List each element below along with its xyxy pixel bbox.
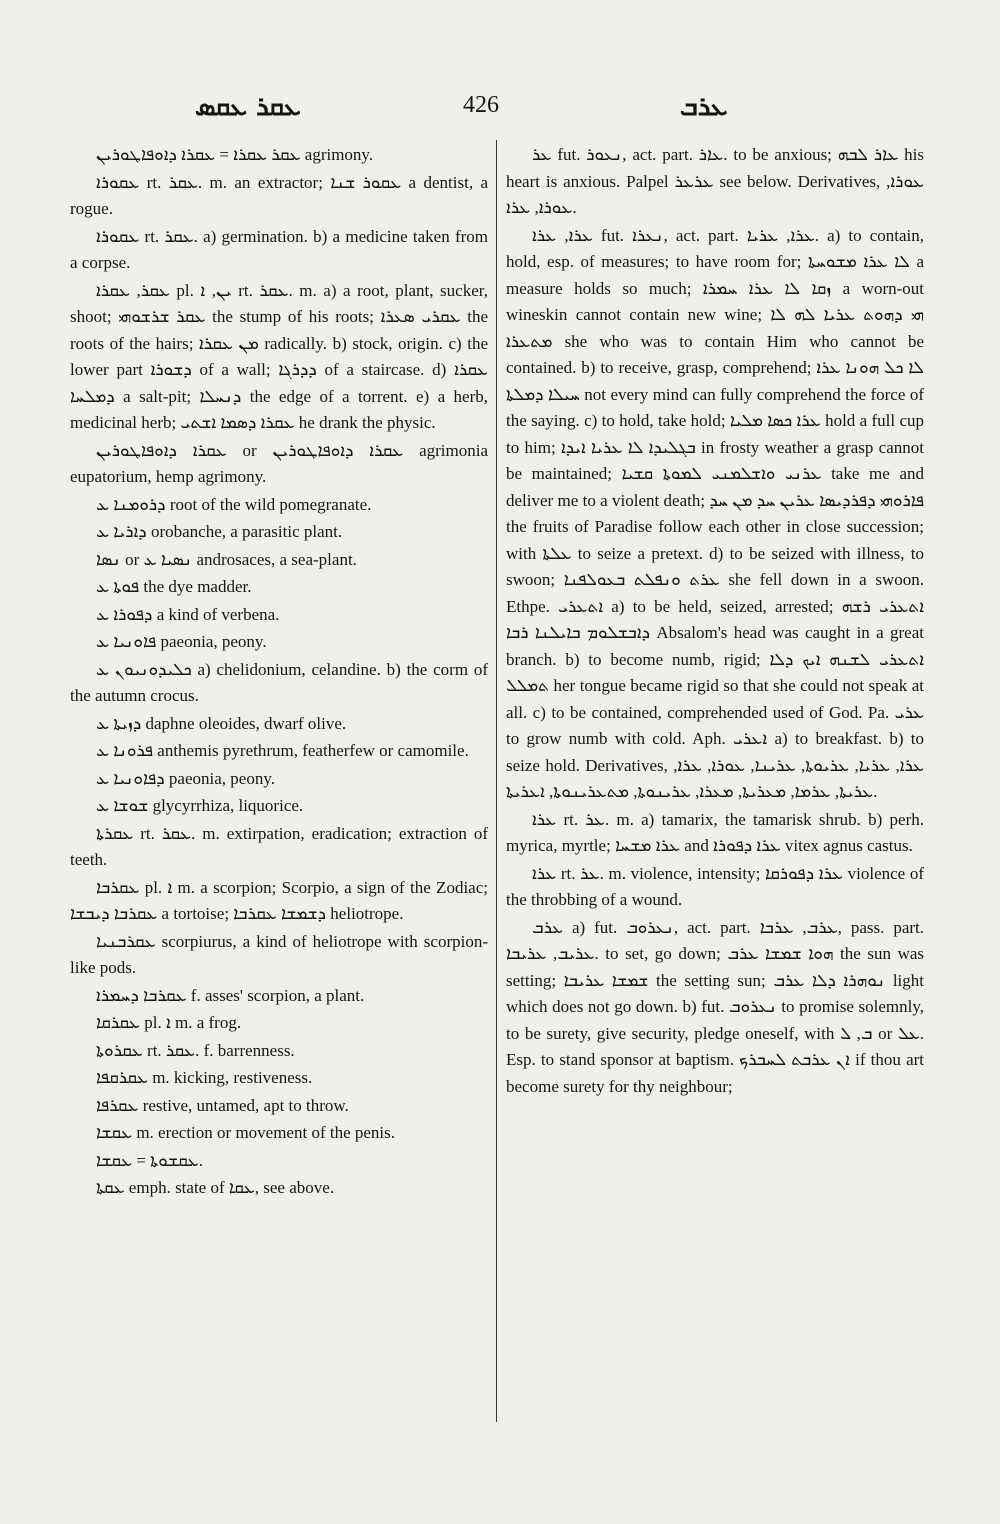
column-divider	[496, 140, 497, 1422]
entry: ܥܪܐ, ܥܪܐ fut. ܢܥܪܐ, act. part. ܥܪܐ, ܥܪܝܐ. a) to contain, hold, esp. of measures; to have room for; ܠܐ ܥܪܐ ܡܫܘܚܬܐ a measure holds so much; ܙܩܐ ܠܐ ܥܪܐ ܚܡܪܐ a worn-out wineskin cannot contain new wine; ܗܝ ܕܗܘܬ ܥܪܝܐ ܠܗ ܠܐ ܡܬܥܪܐ she who was to contain Him who cannot be contained. b) to receive, grasp, comprehend; ܠܐ ܟܠ ܗܘܢܐ ܥܪܐ ܚܝܠܐ ܕܡܠܬܐ not every mind can fully comprehend the force of the saying. c) to hold, take hold; ܥܪܐ ܟܣܐ ܡܠܝܐ hold a full cup to him; ܒܓܠܝܕܐ ܠܐ ܥܪܝܐ ܐܝܕܐ in frosty weather a grasp cannot be maintained; ܥܪܢܝ ܘܐܫܠܡܢܝ ܠܡܘܬܐ ܩܫܝܐ take me and deliver me to a violent death; ܦܐܪܘܗܝ ܕܦܪܕܝܣܐ ܥܪܝܢ ܚܕ ܡܢ ܚܕ the fruits of Paradise follow each other in close succession; with ܥܠܬܐ to seize a pretext. d) to be seized with illness, to swoon; ܥܪܬ ܘܢܦܠܬ ܒܥܘܠܦܢܐ she fell down in a swoon. Ethpe. ܐܬܥܪܝ a) to be held, seized, arrested; ܐܬܥܪܝ ܪܫܗ ܕܐܒܫܠܘܡ ܒܐܝܠܢܐ ܪܒܐ Absalom's head was caught in a great branch. b) to become numb, rigid; ܐܬܥܪܝ ܠܫܢܗ ܐܝܟ ܕܠܐ ܬܡܠܠ her tongue became rigid so that she could not speak at all. c) to be contained, comprehended used of God. Pa. ܥܪܝ to grow numb with cold. Aph. ܐܥܪܝ a) to breakfast. b) to seize hold. Derivatives, ܥܪܐ, ܥܪܝܐ, ܥܪܝܘܬܐ, ܥܪܝܢܐ, ܥܘܪܐ, ܥܪܐ, ܥܪܝܬܐ, ܥܪܡܐ, ܡܥܪܝܬܐ, ܡܥܪܐ, ܥܪܝܢܘܬܐ, ܡܬܥܪܝܢܘܬܐ, ܐܥܪܝܬܐ.	[506, 225, 925, 801]
entry: ܥܩܘܪܐ rt. ܥܩܪ. m. an extractor; ܥܩܘܪ ܫܢܐ a dentist, a rogue.	[70, 172, 488, 218]
entry: ܥܪܐ rt. ܥܪ. m. violence, intensity; ܥܪܐ ܕܦܘܪܩܐ violence of the throbbing of a wound.	[506, 863, 925, 909]
entry: ܥܩܪ ܥܩܪܐ = ܥܩܪܐ ܕܐܘܦܐܛܘܪܝܢ agrimony.	[96, 145, 374, 164]
entry: ܥܩܘܪܐ rt. ܥܩܪ. a) germination. b) a medicine taken from a corpse.	[70, 226, 488, 272]
entry: ܥܩܪ, ܥܩܪܐ pl. ܝܢ, ܐ rt. ܥܩܪ. m. a) a root, plant, sucker, shoot; ܥܩܪ ܫܪܫܘܗܝ the stump of his roots; ܥܩܪܝ ܣܥܪܐ the roots of the hairs; ܡܢ ܥܩܪܐ radically. b) stock, origin. c) the lower part ܕܫܘܪܐ of a wall; ܕܕܪܓܐ of a staircase. d) ܥܩܪܐ ܕܡܠܚܐ a salt-pit; ܕܢܚܠܐ the edge of a torrent. e) a herb, medicinal herb; ܥܩܪܐ ܕܣܡܐ ܐܫܬܝ he drank the physic.	[70, 280, 489, 432]
running-head-left: ܥܩܪ ܥܩܣ	[195, 92, 301, 122]
right-column	[506, 142, 924, 1101]
entry: ܥܩܫܐ m. erection or movement of the penis.	[96, 1123, 396, 1142]
running-head-right: ܥܪܒ	[680, 92, 728, 122]
entry: ܕܦܘܪܐ ܥ a kind of verbena.	[96, 604, 280, 624]
entry: ܥܩܪܒܢܝܐ scorpiurus, a kind of heliotrope with scorpion-like pods.	[70, 931, 488, 977]
entry: ܟܠܝܕܘܢܝܘܢ ܥ a) chelidonium, celandine. b) the corm of the autumn crocus.	[70, 659, 488, 705]
entry: ܥܪܐ rt. ܥܪ. m. a) tamarix, the tamarisk shrub. b) perh. myrica, myrtle; ܥܪܐ ܡܫܚܐ and ܥܪܐ ܕܦܘܪܐ vitex agnus castus.	[506, 809, 924, 855]
page-header	[0, 92, 1000, 132]
entry: ܦܘܬܐ ܥ the dye madder.	[96, 577, 252, 596]
entry: ܫܘܫܐ ܥ glycyrrhiza, liquorice.	[96, 796, 304, 815]
entry: ܥܪ fut. ܢܥܘܪ, act. part. ܥܐܪ. to be anxious; ܥܐܪ ܠܒܗ his heart is anxious. Palpel ܥܪܥܪ see below. Derivatives, ܥܘܪܐ, ܥܘܪܐ, ܥܪܐ.	[506, 145, 924, 217]
entry: ܕܙܝܬܐ ܥ daphne oleoides, dwarf olive.	[96, 713, 347, 733]
page-number: 426	[463, 92, 499, 118]
entry: ܥܩܪܩܦܐ m. kicking, restiveness.	[96, 1068, 313, 1087]
entry: ܥܩܪܒܐ ܕܚܡܪܐ f. asses' scorpion, a plant.	[96, 985, 365, 1005]
entry: ܥܪܒ a) fut. ܢܥܪܘܒ, act. part. ܥܪܒ, ܥܪܒܐ, pass. part. ܥܪܝܒ, ܥܪܝܒܐ. to set, go down; ܗܘܐ ܫܡܫܐ ܥܪܒ the sun was setting; ܫܡܫܐ ܥܪܝܒܐ the setting sun; ܢܘܗܪܐ ܕܠܐ ܥܪܒ light which does not go down. b) fut. ܢܥܪܘܒ to promise solemnly, to be surety, give security, pledge oneself, with ܒ, ܠ or ܥܠ. Esp. to stand sponsor at baptism. ܐܢ ܥܪܒܬ ܠܚܒܪܟ if thou art become surety for thy neighbour;	[506, 917, 925, 1096]
left-column	[70, 142, 488, 1203]
entry: ܥܩܪܘܬܐ rt. ܥܩܪ. f. barrenness.	[96, 1040, 295, 1060]
entry: ܦܪܘܢܐ ܥ anthemis pyrethrum, featherfew or camomile.	[96, 741, 469, 760]
entry: ܕܦܐܘܢܝܐ ܥ paeonia, peony.	[96, 768, 275, 788]
entry: ܦܐܘܢܝܐ ܥ paeonia, peony.	[96, 632, 267, 651]
entry: ܥܩܪܬܐ rt. ܥܩܪ. m. extirpation, eradication; extraction of teeth.	[70, 823, 488, 869]
entry: ܥܩܬܐ emph. state of ܥܩܐ, see above.	[96, 1178, 335, 1197]
entry: ܥܩܪܒܐ pl. ܐ m. a scorpion; Scorpio, a sign of the Zodiac; ܥܩܪܒܐ ܕܝܒܫܐ a tortoise; ܕܫܡܫܐ ܥܩܪܒܐ heliotrope.	[70, 877, 488, 923]
entry: ܥܩܫܘܬܐ = ܥܩܫܐ.	[96, 1150, 203, 1170]
entry: ܥܩܪܦܐ restive, untamed, apt to throw.	[96, 1095, 349, 1115]
entry: ܕܪܘܡܢܐ ܥ root of the wild pomegranate.	[96, 494, 372, 514]
entry: ܢܣܐ or ܢܣܝܐ ܥ androsaces, a sea-plant.	[96, 549, 357, 569]
entry: ܥܩܪܩܐ pl. ܐ m. a frog.	[96, 1013, 242, 1032]
entry: ܥܩܪܐ ܕܐܘܦܐܛܘܪܝܢ or ܥܩܪܐ ܕܐܘܦܐܛܘܪܝܢ agrimonia eupatorium, hemp agrimony.	[70, 440, 489, 486]
entry: ܕܐܪܝܐ ܥ orobanche, a parasitic plant.	[96, 522, 343, 541]
